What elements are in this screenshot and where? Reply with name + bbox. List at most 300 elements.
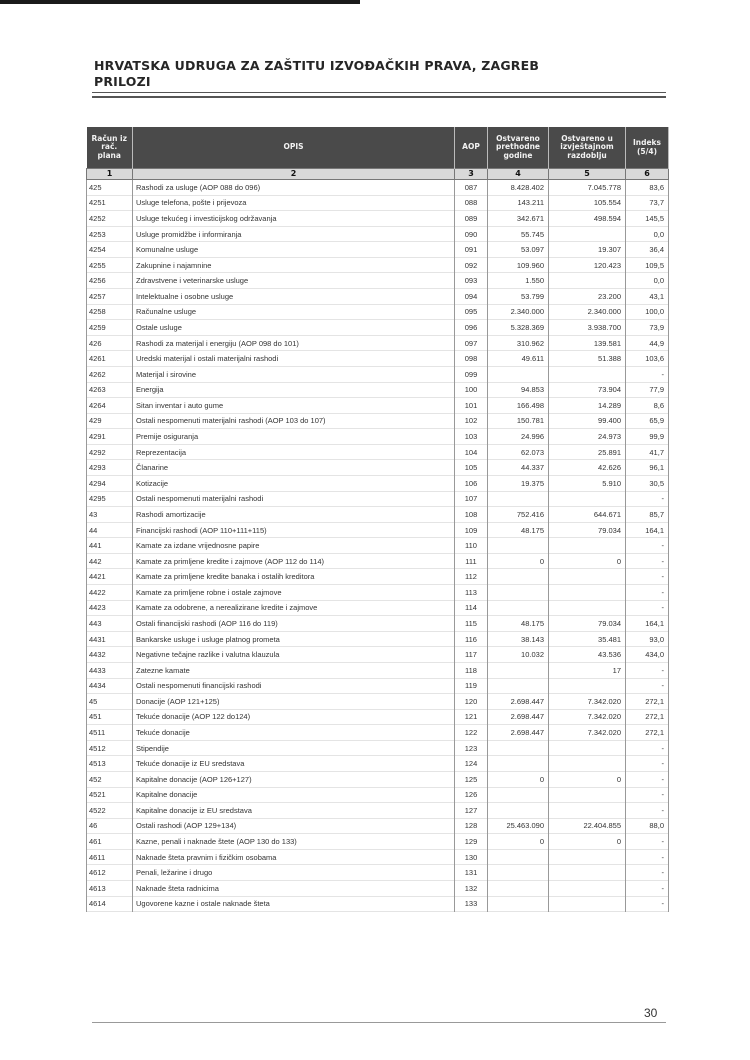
table-row [87,211,669,227]
table-row [87,366,669,382]
title-line-2: PRILOZI [94,74,151,89]
table-header [87,127,669,180]
aop-cell: 092 [455,257,488,273]
index-cell: - [626,771,669,787]
table-row [87,569,669,585]
current-period-cell: 51.388 [549,351,626,367]
table-row [87,787,669,803]
previous-year-cell [488,803,549,819]
previous-year-cell: 49.611 [488,351,549,367]
current-period-cell: 139.581 [549,335,626,351]
previous-year-cell: 1.550 [488,273,549,289]
index-cell: 272,1 [626,725,669,741]
aop-cell: 125 [455,771,488,787]
aop-cell: 133 [455,896,488,912]
description-cell: Tekuće donacije (AOP 122 do124) [133,709,455,725]
aop-cell: 127 [455,803,488,819]
column-number-row [87,169,669,180]
aop-cell: 116 [455,631,488,647]
index-cell: - [626,600,669,616]
index-cell: 164,1 [626,616,669,632]
current-period-cell [549,849,626,865]
col-header-aop: AOP [455,127,488,169]
description-cell: Rashodi amortizacije [133,507,455,523]
index-cell: - [626,553,669,569]
aop-cell: 095 [455,304,488,320]
aop-cell: 130 [455,849,488,865]
aop-cell: 108 [455,507,488,523]
current-period-cell [549,366,626,382]
current-period-cell: 0 [549,553,626,569]
account-cell: 4257 [87,289,133,305]
account-cell: 4292 [87,444,133,460]
current-period-cell: 644.671 [549,507,626,523]
index-cell: - [626,740,669,756]
index-cell: 30,5 [626,475,669,491]
description-cell: Rashodi za usluge (AOP 088 do 096) [133,180,455,196]
table-row [87,273,669,289]
aop-cell: 123 [455,740,488,756]
previous-year-cell: 55.745 [488,226,549,242]
description-cell: Tekuće donacije iz EU sredstava [133,756,455,772]
index-cell: 93,0 [626,631,669,647]
index-cell: - [626,834,669,850]
table-row [87,444,669,460]
col-header-index: Indeks (5/4) [626,127,669,169]
index-cell: 85,7 [626,507,669,523]
account-cell: 4434 [87,678,133,694]
description-cell: Reprezentacija [133,444,455,460]
aop-cell: 120 [455,694,488,710]
previous-year-cell: 5.328.369 [488,320,549,336]
description-cell: Ugovorene kazne i ostale naknade šteta [133,896,455,912]
previous-year-cell: 94.853 [488,382,549,398]
description-cell: Članarine [133,460,455,476]
aop-cell: 088 [455,195,488,211]
previous-year-cell: 38.143 [488,631,549,647]
index-cell: 41,7 [626,444,669,460]
account-cell: 426 [87,335,133,351]
previous-year-cell [488,896,549,912]
description-cell: Kamate za odobrene, a nerealizirane kredite i zajmove [133,600,455,616]
description-cell: Ostali rashodi (AOP 129+134) [133,818,455,834]
table-row [87,475,669,491]
index-cell: - [626,662,669,678]
table-row [87,413,669,429]
previous-year-cell: 24.996 [488,429,549,445]
aop-cell: 128 [455,818,488,834]
account-cell: 4258 [87,304,133,320]
current-period-cell [549,865,626,881]
description-cell: Naknade šteta radnicima [133,881,455,897]
account-cell: 425 [87,180,133,196]
description-cell: Zdravstvene i veterinarske usluge [133,273,455,289]
aop-cell: 121 [455,709,488,725]
aop-cell: 115 [455,616,488,632]
table-row [87,631,669,647]
account-cell: 44 [87,522,133,538]
previous-year-cell: 0 [488,771,549,787]
aop-cell: 110 [455,538,488,554]
table-row [87,289,669,305]
previous-year-cell: 25.463.090 [488,818,549,834]
account-cell: 4252 [87,211,133,227]
current-period-cell: 498.594 [549,211,626,227]
description-cell: Kamate za primljene robne i ostale zajmove [133,585,455,601]
index-cell: - [626,849,669,865]
account-cell: 4293 [87,460,133,476]
previous-year-cell: 8.428.402 [488,180,549,196]
table-row [87,849,669,865]
table-row [87,662,669,678]
table-row [87,491,669,507]
top-edge-bar [0,0,360,4]
aop-cell: 118 [455,662,488,678]
index-cell: - [626,678,669,694]
current-period-cell: 23.200 [549,289,626,305]
current-period-cell: 17 [549,662,626,678]
index-cell: - [626,569,669,585]
current-period-cell [549,756,626,772]
description-cell: Bankarske usluge i usluge platnog prometa [133,631,455,647]
description-cell: Računalne usluge [133,304,455,320]
current-period-cell: 5.910 [549,475,626,491]
index-cell: 109,5 [626,257,669,273]
table-row [87,896,669,912]
description-cell: Financijski rashodi (AOP 110+111+115) [133,522,455,538]
aop-cell: 111 [455,553,488,569]
previous-year-cell [488,600,549,616]
description-cell: Rashodi za materijal i energiju (AOP 098 do 101) [133,335,455,351]
description-cell: Stipendije [133,740,455,756]
account-cell: 4511 [87,725,133,741]
col-header-current-period: Ostvareno u izvještajnom razdoblju [549,127,626,169]
description-cell: Ostali nespomenuti materijalni rashodi [133,491,455,507]
current-period-cell: 99.400 [549,413,626,429]
table-row [87,725,669,741]
description-cell: Kazne, penali i naknade štete (AOP 130 do 133) [133,834,455,850]
account-cell: 4512 [87,740,133,756]
index-cell: 103,6 [626,351,669,367]
previous-year-cell: 342.671 [488,211,549,227]
table-row [87,429,669,445]
current-period-cell: 25.891 [549,444,626,460]
aop-cell: 104 [455,444,488,460]
col-header-account: Račun iz rač. plana [87,127,133,169]
aop-cell: 090 [455,226,488,242]
previous-year-cell [488,678,549,694]
account-cell: 461 [87,834,133,850]
current-period-cell [549,881,626,897]
description-cell: Kapitalne donacije [133,787,455,803]
account-cell: 4423 [87,600,133,616]
previous-year-cell [488,569,549,585]
description-cell: Usluge telefona, pošte i prijevoza [133,195,455,211]
previous-year-cell [488,740,549,756]
aop-cell: 101 [455,398,488,414]
account-cell: 4433 [87,662,133,678]
description-cell: Kapitalne donacije iz EU sredstava [133,803,455,819]
index-cell: - [626,803,669,819]
current-period-cell: 7.342.020 [549,725,626,741]
description-cell: Ostali financijski rashodi (AOP 116 do 119) [133,616,455,632]
account-cell: 4613 [87,881,133,897]
account-cell: 4263 [87,382,133,398]
aop-cell: 097 [455,335,488,351]
table-row [87,865,669,881]
previous-year-cell: 143.211 [488,195,549,211]
document-title [94,58,539,90]
description-cell: Naknade šteta pravnim i fizičkim osobama [133,849,455,865]
previous-year-cell: 19.375 [488,475,549,491]
index-cell: - [626,787,669,803]
current-period-cell: 14.289 [549,398,626,414]
description-cell: Usluge promidžbe i informiranja [133,226,455,242]
aop-cell: 124 [455,756,488,772]
aop-cell: 113 [455,585,488,601]
description-cell: Kapitalne donacije (AOP 126+127) [133,771,455,787]
description-cell: Materijal i sirovine [133,366,455,382]
current-period-cell: 7.342.020 [549,709,626,725]
index-cell: 100,0 [626,304,669,320]
table-row [87,522,669,538]
aop-cell: 109 [455,522,488,538]
description-cell: Ostali nespomenuti financijski rashodi [133,678,455,694]
previous-year-cell: 53.097 [488,242,549,258]
account-cell: 4256 [87,273,133,289]
index-cell: 44,9 [626,335,669,351]
description-cell: Ostali nespomenuti materijalni rashodi (AOP 103 do 107) [133,413,455,429]
aop-cell: 102 [455,413,488,429]
table-row [87,460,669,476]
table-row [87,694,669,710]
table-row [87,678,669,694]
aop-cell: 103 [455,429,488,445]
index-cell: 272,1 [626,709,669,725]
previous-year-cell [488,881,549,897]
index-cell: 0,0 [626,273,669,289]
header-rule-thin [92,92,666,93]
previous-year-cell: 109.960 [488,257,549,273]
aop-cell: 094 [455,289,488,305]
aop-cell: 114 [455,600,488,616]
index-cell: 43,1 [626,289,669,305]
current-period-cell [549,740,626,756]
index-cell: - [626,896,669,912]
index-cell: 88,0 [626,818,669,834]
current-period-cell [549,803,626,819]
current-period-cell: 35.481 [549,631,626,647]
index-cell: 164,1 [626,522,669,538]
current-period-cell [549,896,626,912]
description-cell: Kamate za primljene kredite banaka i ostalih kreditora [133,569,455,585]
index-cell: - [626,756,669,772]
table-row [87,881,669,897]
table-row [87,398,669,414]
previous-year-cell: 2.698.447 [488,709,549,725]
account-cell: 45 [87,694,133,710]
aop-cell: 122 [455,725,488,741]
current-period-cell [549,678,626,694]
current-period-cell: 105.554 [549,195,626,211]
current-period-cell: 0 [549,834,626,850]
description-cell: Uredski materijal i ostali materijalni rashodi [133,351,455,367]
previous-year-cell [488,849,549,865]
table-row [87,803,669,819]
description-cell: Intelektualne i osobne usluge [133,289,455,305]
description-cell: Premije osiguranja [133,429,455,445]
header-row [87,127,669,169]
account-cell: 4251 [87,195,133,211]
account-cell: 4611 [87,849,133,865]
account-cell: 4264 [87,398,133,414]
account-cell: 4261 [87,351,133,367]
page-number: 30 [644,1006,658,1020]
table-row [87,585,669,601]
account-cell: 4422 [87,585,133,601]
index-cell: 0,0 [626,226,669,242]
aop-cell: 112 [455,569,488,585]
previous-year-cell [488,538,549,554]
previous-year-cell: 150.781 [488,413,549,429]
account-cell: 4295 [87,491,133,507]
account-cell: 4253 [87,226,133,242]
index-cell: 272,1 [626,694,669,710]
description-cell: Kamate za izdane vrijednosne papire [133,538,455,554]
account-cell: 4614 [87,896,133,912]
index-cell: - [626,585,669,601]
index-cell: - [626,865,669,881]
aop-cell: 093 [455,273,488,289]
description-cell: Ostale usluge [133,320,455,336]
account-cell: 4254 [87,242,133,258]
previous-year-cell [488,756,549,772]
table-body [87,180,669,912]
table-row [87,320,669,336]
previous-year-cell: 10.032 [488,647,549,663]
current-period-cell [549,569,626,585]
current-period-cell: 0 [549,771,626,787]
aop-cell: 091 [455,242,488,258]
col-number: 3 [455,169,488,180]
col-header-description: OPIS [133,127,455,169]
table-row [87,553,669,569]
col-number: 2 [133,169,455,180]
index-cell: 96,1 [626,460,669,476]
account-cell: 4521 [87,787,133,803]
index-cell: 77,9 [626,382,669,398]
aop-cell: 099 [455,366,488,382]
table-row [87,616,669,632]
index-cell: 65,9 [626,413,669,429]
col-number: 1 [87,169,133,180]
previous-year-cell: 2.698.447 [488,725,549,741]
index-cell: 73,9 [626,320,669,336]
previous-year-cell: 310.962 [488,335,549,351]
table-row [87,180,669,196]
current-period-cell: 7.342.020 [549,694,626,710]
account-cell: 442 [87,553,133,569]
description-cell: Donacije (AOP 121+125) [133,694,455,710]
col-header-previous-year: Ostvareno prethodne godine [488,127,549,169]
account-cell: 4612 [87,865,133,881]
current-period-cell [549,491,626,507]
previous-year-cell: 53.799 [488,289,549,305]
index-cell: - [626,881,669,897]
current-period-cell [549,600,626,616]
table-row [87,242,669,258]
index-cell: - [626,366,669,382]
previous-year-cell: 2.340.000 [488,304,549,320]
account-cell: 43 [87,507,133,523]
col-number: 4 [488,169,549,180]
table-row [87,756,669,772]
aop-cell: 100 [455,382,488,398]
table-row [87,834,669,850]
account-cell: 443 [87,616,133,632]
account-cell: 451 [87,709,133,725]
description-cell: Zakupnine i najamnine [133,257,455,273]
account-cell: 4294 [87,475,133,491]
current-period-cell [549,226,626,242]
previous-year-cell: 44.337 [488,460,549,476]
aop-cell: 105 [455,460,488,476]
current-period-cell: 24.973 [549,429,626,445]
table-row [87,600,669,616]
previous-year-cell [488,787,549,803]
previous-year-cell [488,662,549,678]
aop-cell: 129 [455,834,488,850]
current-period-cell [549,273,626,289]
previous-year-cell [488,366,549,382]
table-row [87,304,669,320]
account-cell: 4255 [87,257,133,273]
index-cell: 36,4 [626,242,669,258]
previous-year-cell [488,585,549,601]
previous-year-cell: 0 [488,834,549,850]
current-period-cell: 73.904 [549,382,626,398]
current-period-cell: 79.034 [549,522,626,538]
current-period-cell: 22.404.855 [549,818,626,834]
index-cell: 73,7 [626,195,669,211]
table-row [87,709,669,725]
table-row [87,382,669,398]
table-row [87,538,669,554]
account-cell: 4291 [87,429,133,445]
aop-cell: 098 [455,351,488,367]
description-cell: Kotizacije [133,475,455,491]
account-cell: 46 [87,818,133,834]
col-number: 6 [626,169,669,180]
account-cell: 441 [87,538,133,554]
index-cell: 8,6 [626,398,669,414]
description-cell: Tekuće donacije [133,725,455,741]
table-row [87,335,669,351]
description-cell: Komunalne usluge [133,242,455,258]
index-cell: 434,0 [626,647,669,663]
table-row [87,257,669,273]
table-row [87,507,669,523]
index-cell: 83,6 [626,180,669,196]
aop-cell: 119 [455,678,488,694]
description-cell: Zatezne kamate [133,662,455,678]
current-period-cell: 42.626 [549,460,626,476]
account-cell: 429 [87,413,133,429]
aop-cell: 089 [455,211,488,227]
aop-cell: 126 [455,787,488,803]
previous-year-cell [488,491,549,507]
account-cell: 4432 [87,647,133,663]
